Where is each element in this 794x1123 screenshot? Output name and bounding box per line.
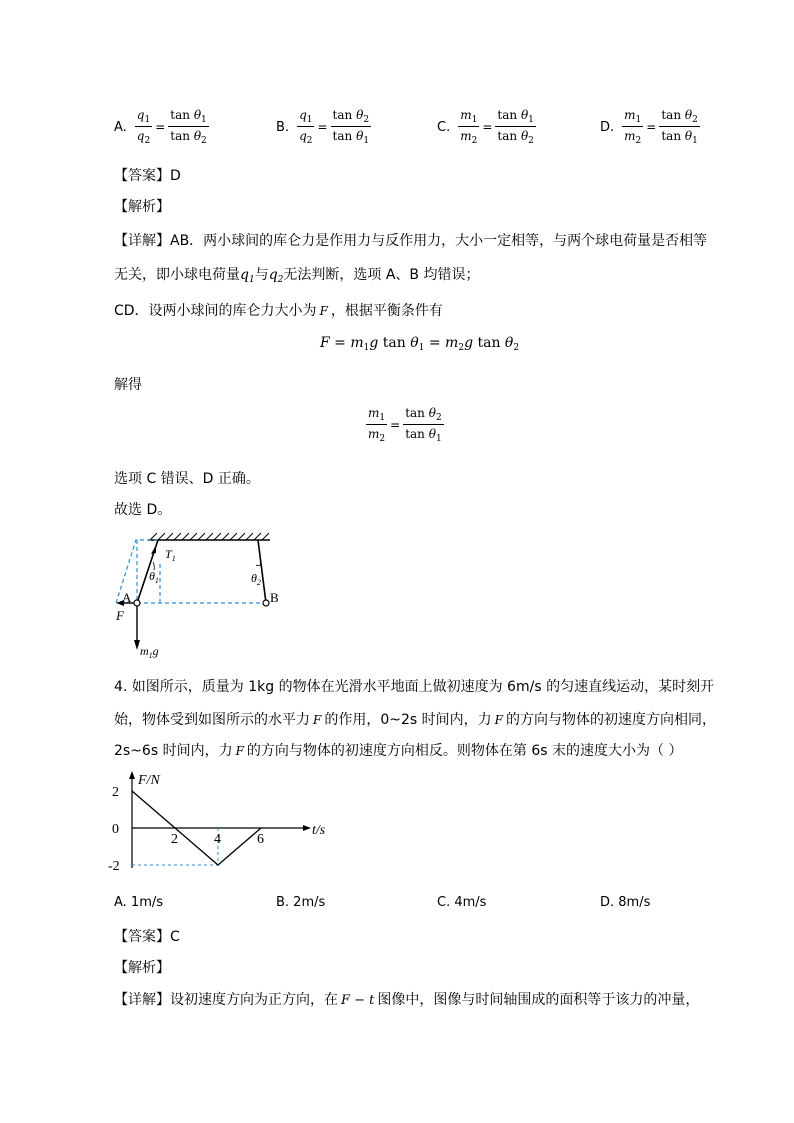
label-m1g: $m_1g$ [140,644,159,660]
label-theta1: $\theta_1$ [149,569,159,585]
string-b [258,540,266,603]
construction-lines [116,540,265,603]
detail-text: 设初速度方向为正方向，在 [170,992,338,1008]
stem-text: 2s~6s 时间内，力 [114,743,233,759]
q3-option-a[interactable]: A. $\frac{q_1}{q_2}$ = $\frac{\tan \theta_1}{\tan \theta_2}$ [114,108,207,146]
detail-tag: 【详解】 [114,992,170,1008]
detail-text: 无关，即小球电荷量 [114,267,240,283]
answer-value: D [170,168,181,184]
q3-analysis-tag: 【解析】 [114,199,170,215]
y-tick-label: 0 [112,822,119,837]
force-symbol: F [319,304,328,318]
option-letter: C. [437,119,451,135]
q4-detail-line1 [114,989,699,1009]
force-symbol: F [494,713,503,727]
q4-analysis-tag: 【解析】 [114,960,170,976]
y-tick-label: -2 [108,859,120,874]
answer-value: C [170,929,180,945]
charged-balls-diagram [108,530,298,665]
q3-answer [114,165,181,185]
ceiling-hatch [150,533,269,540]
option-letter: D. [600,119,615,135]
x-axis-arrow [303,825,311,831]
q3-final: 故选 D。 [114,502,172,518]
q4-stem-line3 [114,740,682,760]
y-axis-arrow [129,771,135,779]
ball-a [134,600,140,606]
q1-symbol: $q_1$ [240,267,255,285]
q4-option-b[interactable]: B. 2m/s [276,895,326,910]
detail-text: CD．设两小球间的库仑力大小为 [114,303,317,319]
x-tick-label: 6 [257,832,264,847]
x-axis-label: t/s [312,823,326,838]
detail-text: 无法判断，选项 A、B 均错误； [283,267,480,283]
option-letter: A. [114,119,127,135]
force-symbol: F [235,744,244,758]
x-tick-label: 2 [171,832,178,847]
q4-option-d[interactable]: D. 8m/s [600,895,651,910]
q3-detail-line3 [114,300,443,320]
stem-text: 的作用，0~2s 时间内，力 [324,712,492,728]
y-tick-label: 2 [112,785,119,800]
q4-stem-line1: 4. 如图所示，质量为 1kg 的物体在光滑水平地面上做初速度为 6m/s 的匀速直线运动，某时刻开 [114,679,715,695]
y-axis-label: F/N [138,773,160,788]
q3-detail-line1 [114,230,707,250]
label-a: A [122,590,132,605]
q3-detail-line2 [114,264,480,285]
label-f: F [116,608,124,623]
label-theta2: $\theta_2$ [251,571,261,587]
equilibrium-equation: $F = m_1g$ $\tan \theta_1 = m_2g$ $\tan \theta_2$ [320,335,520,353]
stem-text: 始，物体受到如图所示的水平力 [114,712,310,728]
label-t1: $T_1$ [165,547,176,563]
q2-symbol: $q_2$ [268,267,284,285]
solution-fraction: $\frac{m_1}{m_2}$ = $\frac{\tan \theta_2}{\tan \theta_1}$ [368,406,442,444]
label-b: B [270,590,279,605]
detail-text: AB．两小球间的库仑力是作用力与反作用力，大小一定相等，与两个球电荷量是否相等 [170,233,708,249]
q3-option-c[interactable]: C. $\frac{m_1}{m_2}$ = $\frac{\tan \theta_1}{\tan \theta_2}$ [437,108,534,146]
q4-option-c[interactable]: C. 4m/s [437,895,487,910]
force-symbol: F [313,713,322,727]
detail-text: 与 [254,267,269,283]
q3-option-b[interactable]: B. $\frac{q_1}{q_2}$ = $\frac{\tan \theta_2}{\tan \theta_1}$ [276,108,370,146]
q4-stem-line2 [114,709,716,729]
solve-label: 解得 [114,377,142,393]
option-letter: B. [276,119,290,135]
q3-conclusion: 选项 C 错误、D 正确。 [114,471,260,487]
force-time-graph [108,768,348,878]
detail-tag: 【详解】 [114,233,170,249]
answer-tag: 【答案】 [114,168,170,184]
q4-answer [114,926,180,946]
stem-text: 的方向与物体的初速度方向相反。则物体在第 6s 末的速度大小为（ ） [246,743,683,759]
x-tick-label: 4 [214,832,221,847]
detail-text: 图像中，图像与时间轴围成的面积等于该力的冲量， [377,992,700,1008]
answer-tag: 【答案】 [114,929,170,945]
ball-b [263,600,269,606]
q3-option-d[interactable]: D. $\frac{m_1}{m_2}$ = $\frac{\tan \theta_2}{\tan \theta_1}$ [600,108,698,146]
detail-text: ，根据平衡条件有 [330,303,443,319]
ft-symbol: F − t [341,993,375,1008]
stem-text: 的方向与物体的初速度方向相同， [505,712,716,728]
q4-option-a[interactable]: A. 1m/s [114,895,164,910]
